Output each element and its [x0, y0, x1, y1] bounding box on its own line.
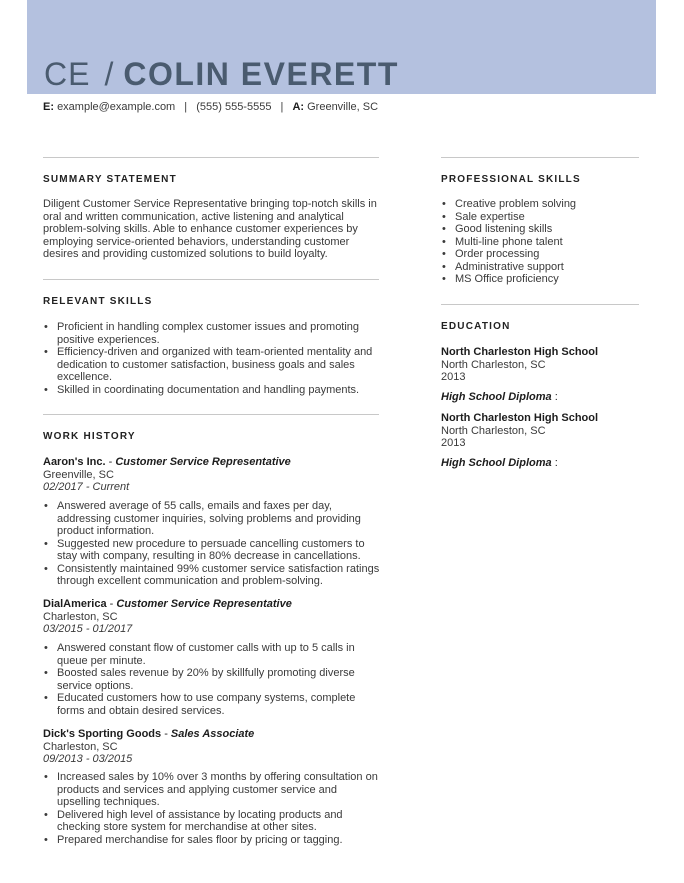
section-divider — [43, 279, 379, 280]
section-divider — [441, 157, 639, 158]
job-dash: - — [106, 598, 117, 610]
list-item: • Educated customers how to use company systems, complete forms and obtain desired services. — [43, 692, 381, 717]
list-item: • Answered constant flow of customer calls with up to 5 calls in queue per minute. — [43, 642, 381, 667]
list-item: • Skilled in coordinating documentation and handling payments. — [43, 384, 381, 397]
list-item: • Efficiency-driven and organized with team-oriented mentality and dedication to customer satisfaction, business goals and sales excellence. — [43, 346, 381, 384]
full-name: COLIN EVERETT — [123, 56, 399, 92]
list-item: • Consistently maintained 99% customer service satisfaction ratings through excellent communication and problem-solving. — [43, 563, 381, 588]
summary-heading: SUMMARY STATEMENT — [43, 174, 177, 185]
email: example@example.com — [57, 101, 176, 113]
section-divider — [441, 304, 639, 305]
professional-skills-list — [441, 198, 641, 286]
school-name: North Charleston High School — [441, 412, 599, 424]
list-item: • Boosted sales revenue by 20% by skillfully promoting diverse service options. — [43, 667, 381, 692]
name-slash: / — [104, 56, 114, 92]
school-location: North Charleston, SC — [441, 358, 546, 371]
school-name: North Charleston High School — [441, 346, 599, 358]
job-bullets — [43, 771, 381, 846]
degree: High School Diploma — [441, 390, 552, 403]
address: Greenville, SC — [307, 101, 379, 113]
school-location: North Charleston, SC — [441, 424, 546, 437]
list-item: • Good listening skills — [441, 223, 641, 236]
list-item: • MS Office proficiency — [441, 273, 641, 286]
job-dates: 03/2015 - 01/2017 — [43, 623, 133, 635]
job-location: Charleston, SC — [43, 740, 118, 753]
relevant-skills-heading: RELEVANT SKILLS — [43, 296, 153, 307]
relevant-skills-list — [43, 321, 381, 396]
list-item: • Prepared merchandise for sales floor by pricing or tagging. — [43, 834, 381, 847]
job-company: Aaron's Inc. — [43, 456, 106, 468]
contact-separator: | — [184, 101, 188, 113]
list-item: • Creative problem solving — [441, 198, 641, 211]
email-label: E: — [43, 101, 54, 113]
job-location: Charleston, SC — [43, 610, 118, 623]
list-item: • Multi-line phone talent — [441, 236, 641, 249]
section-divider — [43, 157, 379, 158]
professional-skills-heading: PROFESSIONAL SKILLS — [441, 174, 581, 185]
initials: CE — [44, 56, 91, 92]
list-item: • Delivered high level of assistance by locating products and checking store system for merchandise at other sites. — [43, 809, 381, 834]
job-company: DialAmerica — [43, 598, 107, 610]
job-dash: - — [161, 728, 171, 740]
list-item: • Order processing — [441, 248, 641, 261]
job-entry — [43, 728, 381, 766]
education-entry — [441, 412, 641, 469]
job-dates: 02/2017 - Current — [43, 481, 130, 493]
contact-line — [43, 100, 378, 114]
list-item: • Suggested new procedure to persuade cancelling customers to stay with company, resulting in 80% decrease in cancellations. — [43, 538, 381, 563]
job-role: Customer Service Representative — [116, 598, 292, 610]
list-item: • Increased sales by 10% over 3 months by offering consultation on products and services and applying customer service and upselling techniques. — [43, 771, 381, 809]
list-item: • Sale expertise — [441, 211, 641, 224]
name-line — [44, 56, 399, 92]
list-item: • Answered average of 55 calls, emails and faxes per day, addressing customer inquiries, solving problems and providing product information. — [43, 500, 381, 538]
job-dash: - — [105, 456, 116, 468]
work-history-heading: WORK HISTORY — [43, 431, 136, 442]
job-role: Sales Associate — [170, 728, 255, 740]
job-dates: 09/2013 - 03/2015 — [43, 753, 133, 765]
list-item: • Administrative support — [441, 261, 641, 274]
phone: (555) 555-5555 — [196, 101, 272, 113]
school-year: 2013 — [441, 371, 466, 383]
job-company: Dick's Sporting Goods — [43, 728, 162, 740]
education-entry — [441, 346, 641, 403]
job-entry — [43, 456, 381, 494]
degree-colon: : — [554, 390, 558, 403]
job-role: Customer Service Representative — [115, 456, 291, 468]
job-bullets — [43, 500, 381, 588]
job-location: Greenville, SC — [43, 468, 114, 481]
degree-colon: : — [554, 456, 558, 469]
job-entry — [43, 598, 381, 636]
job-bullets — [43, 642, 381, 717]
education-heading: EDUCATION — [441, 321, 511, 332]
section-divider — [43, 414, 379, 415]
school-year: 2013 — [441, 437, 466, 449]
degree: High School Diploma — [441, 456, 552, 469]
contact-separator: | — [280, 101, 284, 113]
summary-text: Diligent Customer Service Representative bringing top-notch skills in oral and written communication, active listening and analytical problem-solving skills. Able to enhance customer experiences by employing service-oriented behaviors, understanding customer desires and providing customized solutions to build loyalty. — [43, 198, 377, 260]
list-item: • Proficient in handling complex customer issues and promoting positive experiences. — [43, 321, 381, 346]
address-label: A: — [292, 101, 305, 113]
